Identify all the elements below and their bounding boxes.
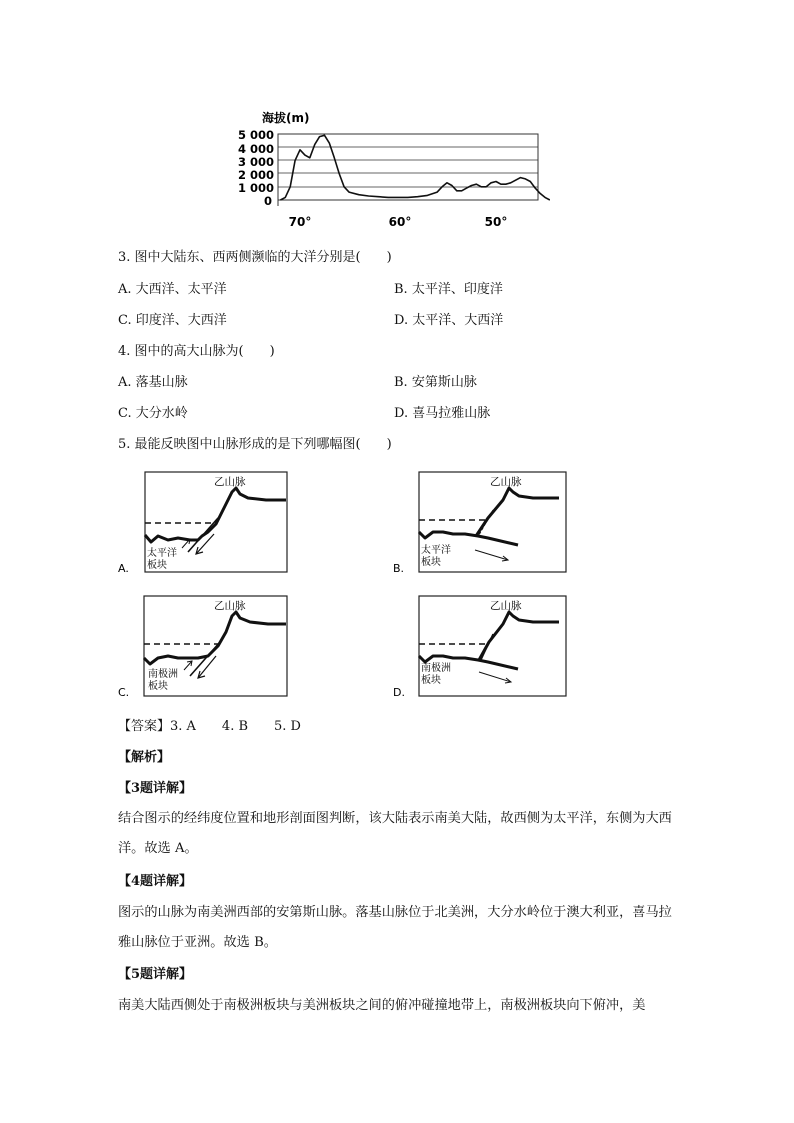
y-tick-label: 2 000 [237,168,274,182]
option-4a[interactable]: A. 落基山脉 [118,375,188,390]
section-5-body: 南美大陆西侧处于南极洲板块与美洲板块之间的俯冲碰撞地带上，南极洲板块向下俯冲，美 [118,998,646,1013]
option-3a[interactable]: A. 大西洋、太平洋 [118,282,227,297]
elevation-profile-line [280,135,550,200]
option-letter: A. [118,562,129,575]
subduction-diagram-b[interactable] [393,468,573,580]
subduction-diagram-a[interactable] [118,468,293,580]
question-3-stem [118,248,392,268]
option-4b[interactable]: B. 安第斯山脉 [394,375,477,390]
subduction-diagram-d[interactable] [393,592,573,704]
y-tick-label: 5 000 [237,128,274,142]
analysis-heading: 【解析】 [118,750,171,765]
answer-line: 【答案】3. A 4. B 5. D [118,719,301,734]
plate-label: 南极洲 [421,663,451,674]
mountain-label: 乙山脉 [490,476,522,488]
plate-label: 板块 [147,560,167,571]
mountain-label: 乙山脉 [490,600,522,612]
question-text: 最能反映图中山脉形成的是下列哪幅图( ) [134,437,392,452]
plate-label: 南极洲 [148,669,178,680]
option-4d[interactable]: D. 喜马拉雅山脉 [394,406,491,421]
plate-label: 板块 [421,557,441,568]
option-3d[interactable]: D. 太平洋、大西洋 [394,313,504,328]
y-tick-label: 4 000 [237,142,274,156]
y-tick-label: 3 000 [237,155,274,169]
option-4c[interactable]: C. 大分水岭 [118,406,188,421]
section-4-body: 图示的山脉为南美洲西部的安第斯山脉。落基山脉位于北美洲，大分水岭位于澳大利亚，喜马拉雅山脉位于亚洲。故选 B。 [118,905,672,950]
question-text: 图中大陆东、西两侧濒临的大洋分别是( ) [134,250,392,265]
mountain-label: 乙山脉 [214,476,246,488]
section-5-heading: 【5题详解】 [118,967,193,982]
y-axis-label: 海拔(m) [262,111,310,125]
mountain-label: 乙山脉 [214,600,246,612]
y-tick-label: 1 000 [237,181,274,195]
question-number: 4. [118,344,131,359]
plate-label: 太平洋 [421,545,451,556]
plate-label: 板块 [148,681,168,692]
option-letter: D. [393,686,405,699]
section-3-body: 结合图示的经纬度位置和地形剖面图判断，该大陆表示南美大陆，故西侧为太平洋，东侧为大西洋。故选 A。 [118,811,672,856]
x-tick-label: 50° [484,215,508,229]
y-tick-label: 0 [263,194,272,208]
question-5-stem [118,435,392,455]
question-4-stem [118,342,275,362]
option-letter: C. [118,686,130,699]
option-3b[interactable]: B. 太平洋、印度洋 [394,282,503,297]
section-3-heading: 【3题详解】 [118,781,193,796]
plate-label: 太平洋 [147,548,177,559]
option-letter: B. [393,562,405,575]
option-3c[interactable]: C. 印度洋、大西洋 [118,313,227,328]
plate-label: 板块 [421,675,441,686]
subduction-diagram-c[interactable] [118,592,293,704]
x-tick-label: 70° [288,215,312,229]
question-number: 3. [118,250,131,265]
elevation-series-line [280,135,550,200]
section-4-heading: 【4题详解】 [118,874,193,889]
question-number: 5. [118,437,131,452]
question-text: 图中的高大山脉为( ) [134,344,275,359]
x-tick-label: 60° [388,215,412,229]
plot-frame [278,134,538,200]
terrain-profile-chart [230,105,550,230]
